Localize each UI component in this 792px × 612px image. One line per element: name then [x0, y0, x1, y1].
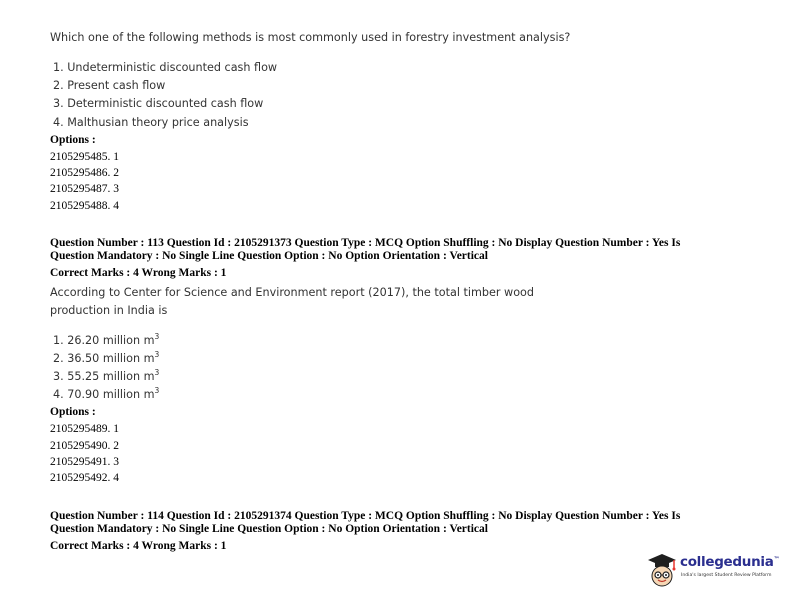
q2-question-text-line-2: production in India is — [50, 304, 168, 317]
q1-option-4: 2105295488. 4 — [50, 200, 119, 212]
q2-options-label: Options : — [50, 406, 96, 418]
q3-meta-line-1: Question Number : 114 Question Id : 2105291374 Question Type : MCQ Option Shuffling : No Display Question Number : Yes Is — [50, 510, 681, 522]
q2-choice-3: 3. 55.25 million $m^3$ — [53, 368, 160, 383]
superscript: 3 — [154, 350, 160, 359]
q1-question-text: Which one of the following methods is most commonly used in forestry investment analysis? — [50, 31, 571, 44]
q2-option-1: 2105295489. 1 — [50, 423, 119, 435]
q2-choice-1: 1. 26.20 million $m^3$ — [53, 332, 160, 347]
graduate-mascot-icon — [646, 551, 678, 589]
q2-choice-2: 2. 36.50 million $m^3$ — [53, 350, 160, 365]
superscript: 3 — [154, 332, 160, 341]
q1-option-1: 2105295485. 1 — [50, 151, 119, 163]
q3-marks: Correct Marks : 4 Wrong Marks : 1 — [50, 540, 227, 552]
collegedunia-logo — [646, 551, 786, 593]
superscript: 3 — [154, 386, 160, 395]
logo-wordmark: collegedunia™ — [680, 554, 780, 570]
q2-option-3: 2105295491. 3 — [50, 456, 119, 468]
q1-choice-4: 4. Malthusian theory price analysis — [53, 116, 249, 129]
superscript: 3 — [154, 368, 160, 377]
q2-question-text-line-1: According to Center for Science and Environment report (2017), the total timber wood — [50, 286, 534, 299]
q3-meta-line-2: Question Mandatory : No Single Line Question Option : No Option Orientation : Vertical — [50, 523, 488, 535]
q2-meta-line-1: Question Number : 113 Question Id : 2105291373 Question Type : MCQ Option Shuffling : No Display Question Number : Yes Is — [50, 237, 681, 249]
q1-options-label: Options : — [50, 134, 96, 146]
q2-option-4: 2105295492. 4 — [50, 472, 119, 484]
q1-choice-1: 1. Undeterministic discounted cash flow — [53, 61, 278, 74]
q2-meta-line-2: Question Mandatory : No Single Line Question Option : No Option Orientation : Vertical — [50, 250, 488, 262]
q1-choice-2: 2. Present cash flow — [53, 79, 166, 92]
logo-tagline: India's largest Student Review Platform — [681, 573, 772, 578]
q2-marks: Correct Marks : 4 Wrong Marks : 1 — [50, 267, 227, 279]
q1-option-3: 2105295487. 3 — [50, 183, 119, 195]
q1-option-2: 2105295486. 2 — [50, 167, 119, 179]
q2-option-2: 2105295490. 2 — [50, 440, 119, 452]
q2-choice-4: 4. 70.90 million $m^3$ — [53, 386, 160, 401]
q1-choice-3: 3. Deterministic discounted cash flow — [53, 97, 264, 110]
